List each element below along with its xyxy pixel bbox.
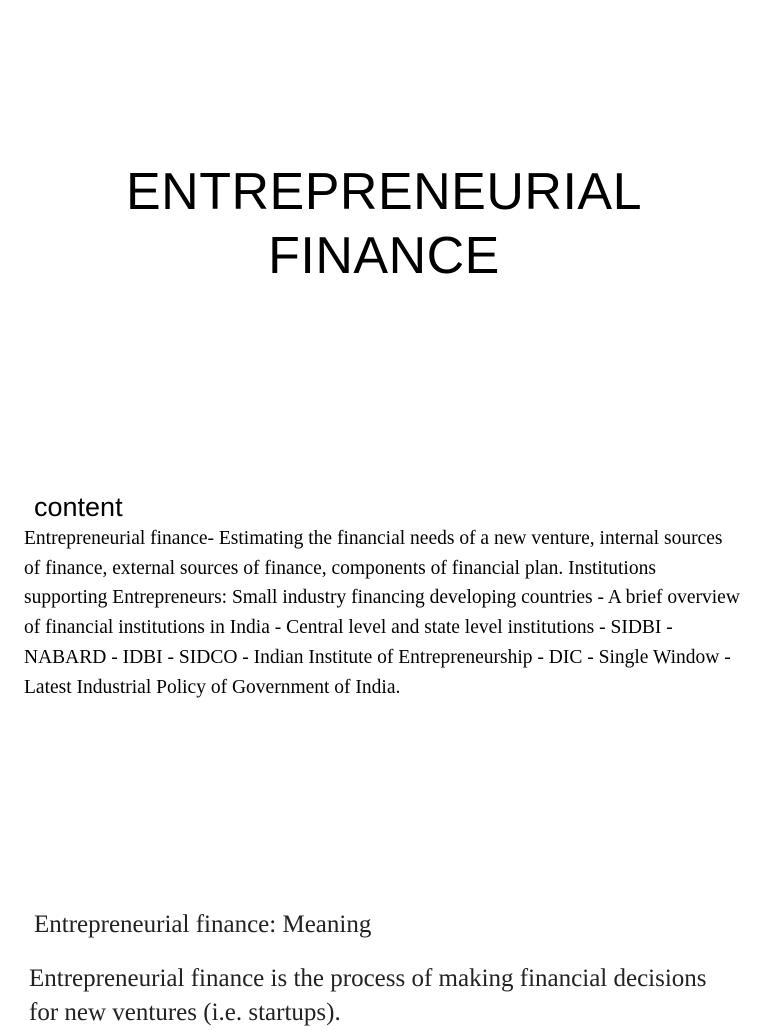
content-body-text: Entrepreneurial finance- Estimating the financial needs of a new venture, internal sources of finance, external sources of finance, components of financial plan. Institutions supporting Entrepreneurs: Small industry financing developing countries - A brief overview of financial institutions in India - Central level and state level institutions - SIDBI - NABARD - IDBI - SIDCO - Indian Institute of Entrepreneurship - DIC - Single Window - Latest Industrial Policy of Government of India. bbox=[24, 528, 740, 698]
title-slide bbox=[0, 0, 768, 470]
meaning-heading: Entrepreneurial finance: Meaning bbox=[34, 911, 372, 938]
content-heading: content bbox=[34, 492, 123, 522]
slide-title bbox=[0, 160, 768, 288]
title-line-1: ENTREPRENEURIAL bbox=[125, 163, 643, 221]
meaning-body-text: Entrepreneurial finance is the process of making financial decisions for new ventures (i.e. startups). bbox=[29, 965, 707, 1026]
title-line-2: FINANCE bbox=[268, 227, 500, 285]
